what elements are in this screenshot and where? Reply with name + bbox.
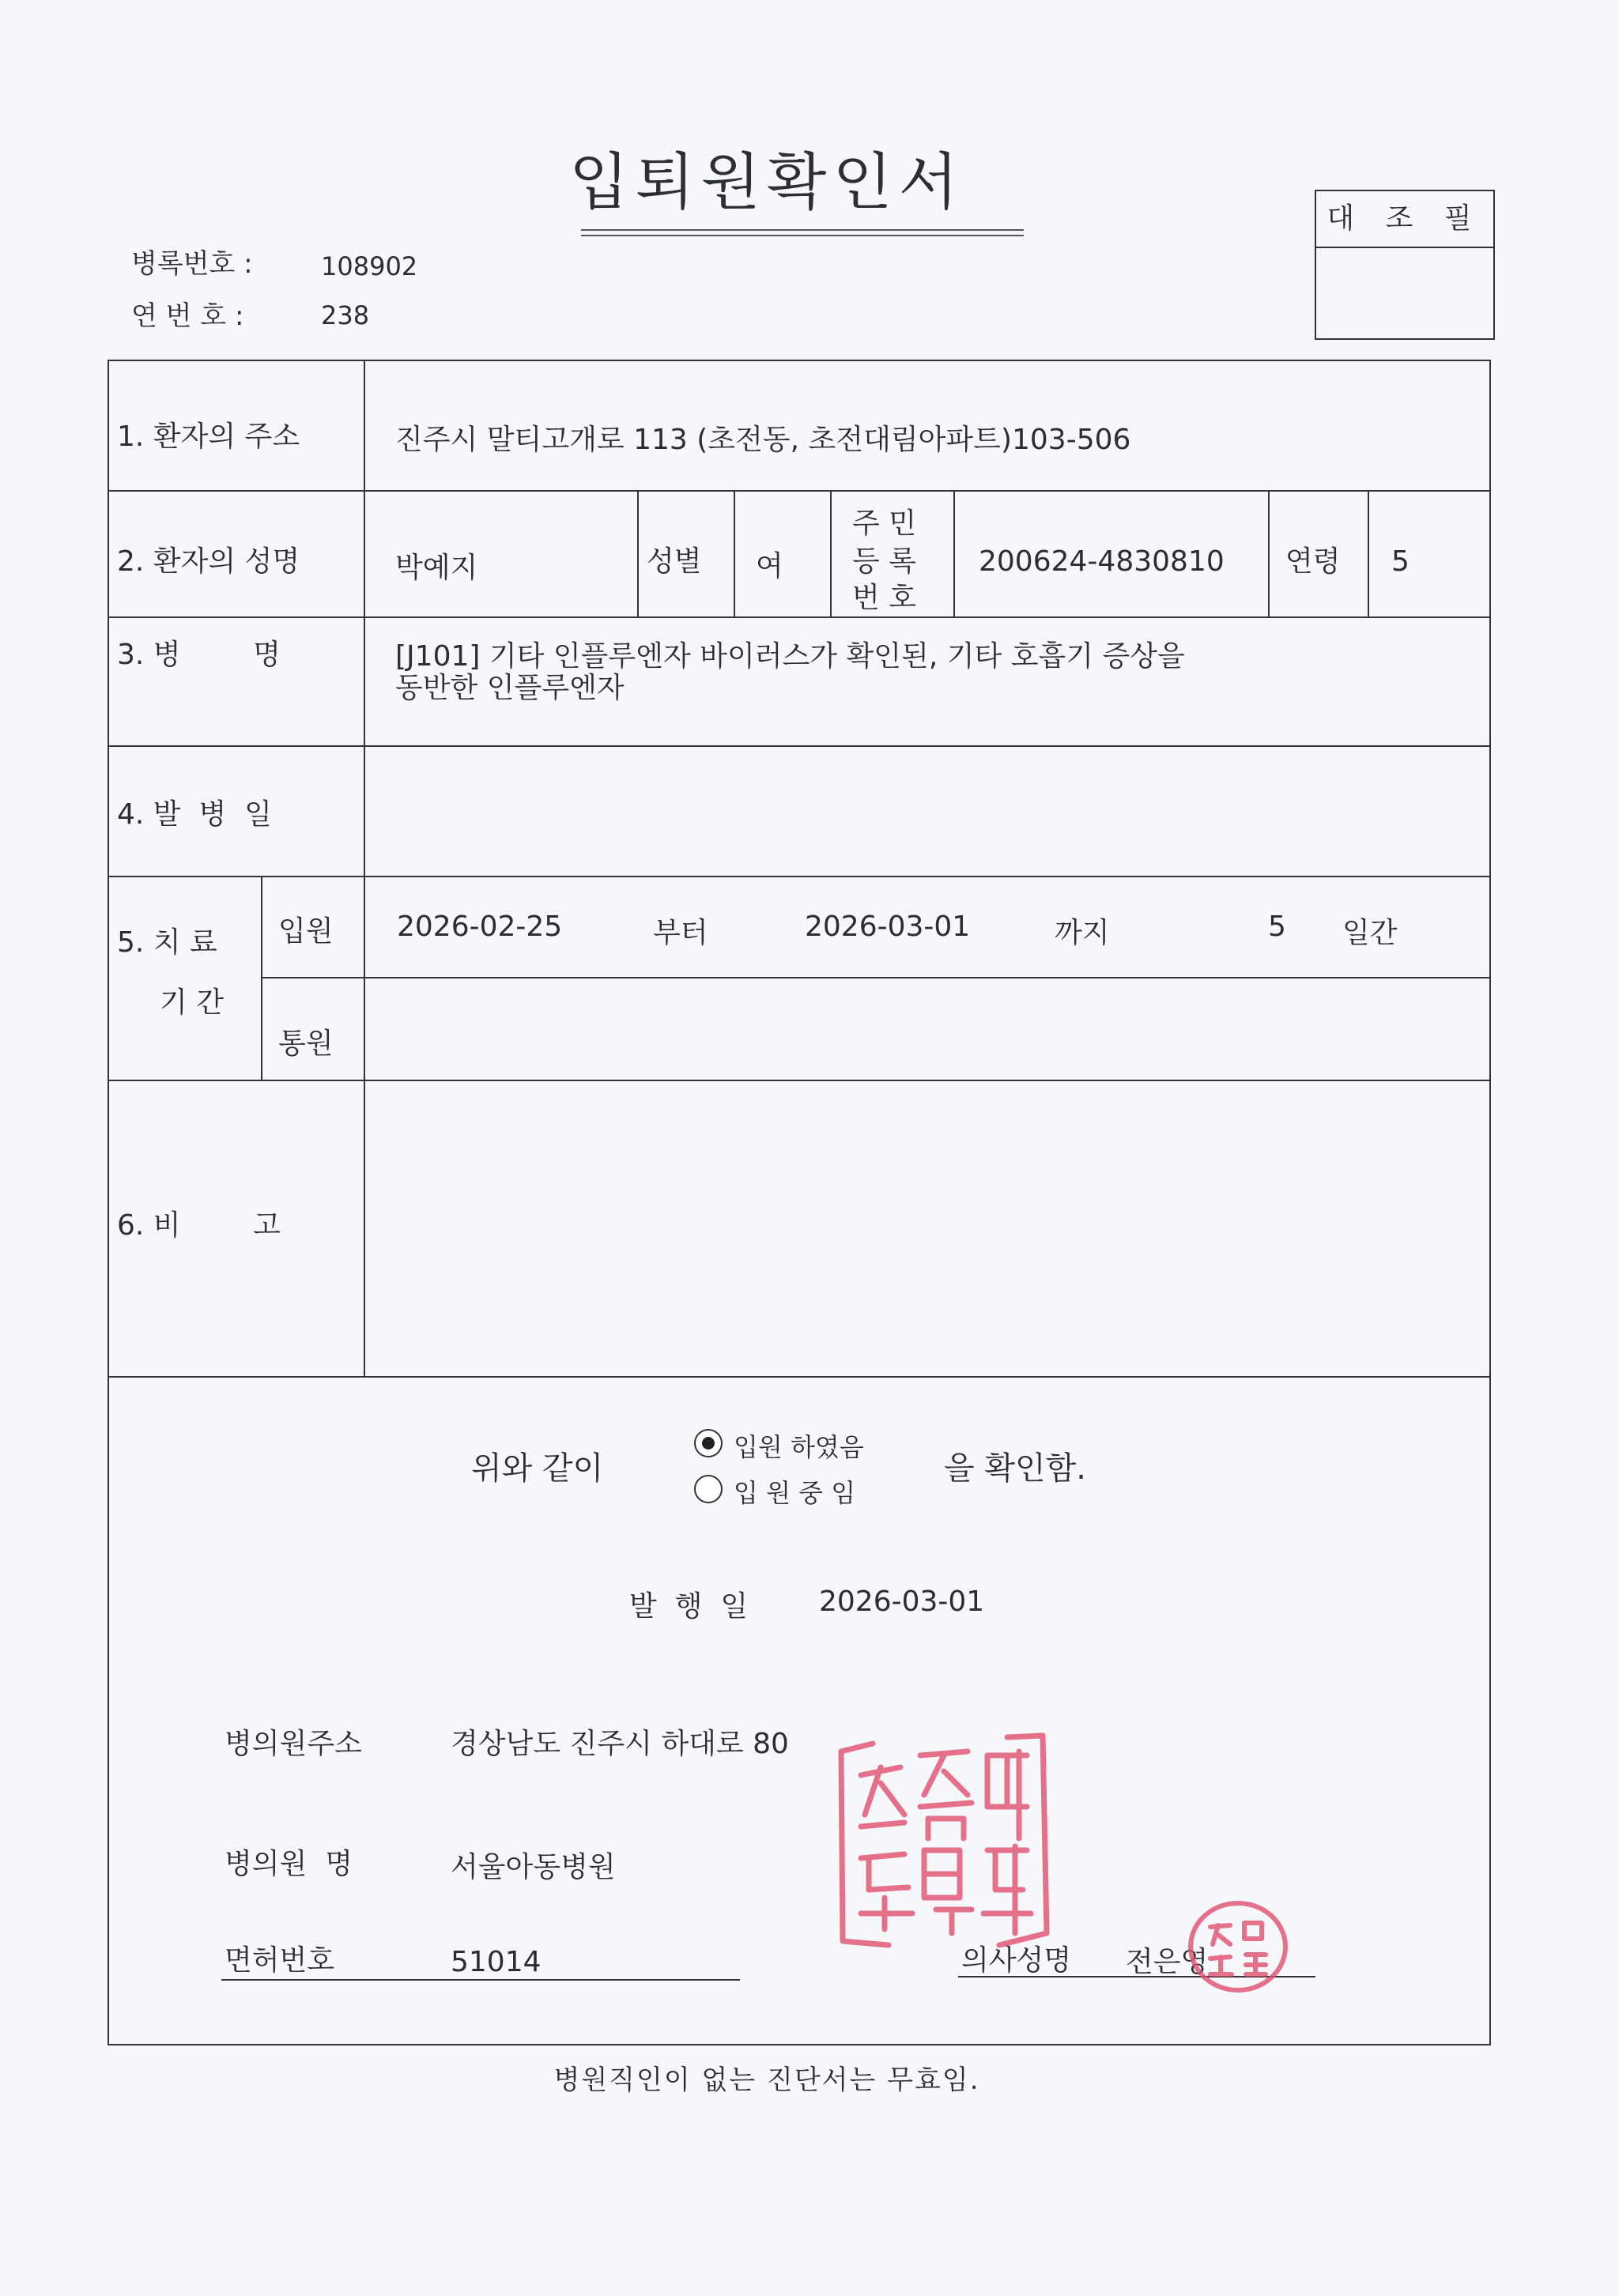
column-divider: [261, 876, 262, 1080]
remarks-label: 6. 비 고: [117, 1209, 281, 1242]
treatment-period-label: 5. 치 료: [117, 926, 217, 959]
address-label: 1. 환자의 주소: [117, 420, 300, 453]
patient-age: 5: [1391, 545, 1410, 578]
admitted-option-label: 입원 하였음: [734, 1432, 864, 1462]
serial-number: 238: [321, 300, 370, 330]
treatment-period-label-line2: 기 간: [160, 986, 224, 1019]
verification-box: [1315, 190, 1495, 340]
patient-sex: 여: [756, 550, 783, 582]
rrn-label-line3: 번 호: [852, 582, 916, 614]
sex-label: 성별: [647, 545, 702, 578]
row-divider: [108, 490, 1491, 492]
radio-selected-dot: [702, 1437, 715, 1450]
serial-number-label: 연 번 호 :: [131, 300, 244, 332]
admission-end-date: 2026-03-01: [805, 910, 971, 943]
hospital-address: 경상남도 진주시 하대로 80: [451, 1728, 789, 1760]
row-divider: [261, 977, 1491, 978]
license-number: 51014: [451, 1946, 542, 1978]
title-underline: [581, 235, 1024, 236]
confirmation-suffix: 을 확인함.: [944, 1450, 1086, 1487]
license-number-label: 면허번호: [225, 1944, 335, 1977]
hospital-seal-stamp: [825, 1720, 1062, 1957]
rrn-label-line2: 등 록: [852, 545, 916, 578]
patient-address: 진주시 말티고개로 113 (초전동, 초전대림아파트)103-506: [395, 424, 1131, 456]
row-divider: [108, 745, 1491, 747]
license-underline: [221, 1979, 740, 1981]
issue-date: 2026-03-01: [819, 1585, 985, 1618]
confirmation-prefix: 위와 같이: [471, 1450, 604, 1487]
record-number: 108902: [321, 251, 418, 281]
issue-date-label: 발 행 일: [629, 1590, 749, 1623]
age-label: 연령: [1285, 545, 1341, 578]
certificate-form-frame: [108, 360, 1491, 2045]
record-number-label: 병록번호 :: [131, 248, 253, 280]
disease-label: 3. 병 명: [117, 639, 281, 671]
rrn-label-line1: 주 민: [852, 507, 916, 540]
disease-name-line2: 동반한 인플루엔자: [395, 672, 625, 704]
doctor-name: 전은영: [1126, 1946, 1209, 1978]
column-divider: [953, 490, 955, 616]
outpatient-label: 통원: [278, 1027, 334, 1060]
column-divider: [364, 360, 365, 1376]
hospital-name-label: 병의원 명: [225, 1848, 353, 1880]
column-divider: [734, 490, 735, 616]
patient-name: 박예지: [395, 552, 478, 584]
until-text: 까지: [1055, 917, 1110, 949]
document-title: 입퇴원확인서: [568, 147, 965, 218]
days-unit: 일간: [1342, 917, 1398, 949]
row-divider: [108, 1376, 1491, 1378]
hospital-address-label: 병의원주소: [225, 1728, 362, 1760]
in-hospital-option-label: 입 원 중 임: [734, 1478, 856, 1508]
column-divider: [1368, 490, 1369, 616]
footer-notice: 병원직인이 없는 진단서는 무효임.: [553, 2064, 980, 2096]
column-divider: [1268, 490, 1270, 616]
hospital-name: 서울아동병원: [451, 1851, 616, 1883]
admitted-radio[interactable]: [694, 1429, 723, 1457]
row-divider: [108, 616, 1491, 618]
admission-start-date: 2026-02-25: [397, 910, 563, 943]
onset-date-label: 4. 발 병 일: [117, 798, 272, 831]
doctor-name-label: 의사성명: [961, 1944, 1072, 1977]
patient-name-label: 2. 환자의 성명: [117, 545, 300, 578]
in-hospital-radio[interactable]: [694, 1475, 723, 1503]
row-divider: [108, 1080, 1491, 1081]
disease-name-line1: [J101] 기타 인플루엔자 바이러스가 확인된, 기타 호흡기 증상을: [395, 640, 1185, 673]
from-text: 부터: [653, 917, 708, 949]
doctor-seal-stamp: [1183, 1895, 1293, 1998]
resident-registration-number: 200624-4830810: [979, 545, 1225, 578]
inpatient-label: 입원: [278, 915, 334, 948]
column-divider: [637, 490, 639, 616]
title-underline: [581, 229, 1024, 231]
admission-days: 5: [1268, 910, 1286, 943]
column-divider: [830, 490, 832, 616]
verification-label: 대 조 필: [1316, 191, 1493, 248]
row-divider: [108, 876, 1491, 877]
